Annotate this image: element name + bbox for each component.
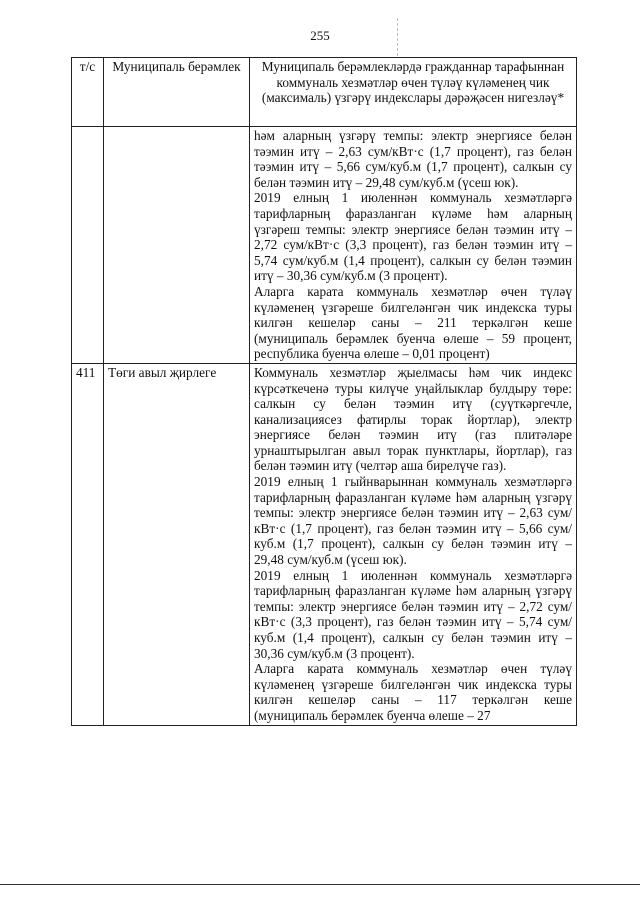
table-row-continued (72, 127, 577, 364)
tariff-table (71, 57, 577, 726)
header-number: т/с (72, 58, 104, 127)
row-number (72, 127, 104, 364)
page-number: 255 (310, 28, 330, 43)
table-header-row (72, 58, 577, 127)
paragraph: Аларга карата коммуналь хезмәтләр өчен түләү күләменең үзгәреше билгеләнгән чик индекска туры килгән кешеләр саны – 117 теркәлгән кеше (муниципаль берәмлек буенча өлеше – 27 (254, 661, 572, 723)
row-municipality (104, 127, 250, 364)
paragraph: 2019 елның 1 июленнән коммуналь хезмәтләргә тарифларның фаразланган күләме һәм аларның үзгәреш темпы: электр энергиясе белән тәэмин итү – 2,72 сум/кВт·с (3,3 процент), газ белән тәэмин итү – 5,74 сум/куб.м (1,4 процент), салкын су белән тәэмин итү – 30,36 сум/куб.м (3 процент). (254, 190, 572, 284)
paragraph: һәм аларның үзгәрү темпы: электр энергиясе белән тәэмин итү – 2,63 сум/кВт·с (1,7 процент), газ белән тәэмин итү – 5,66 сум/куб.м (1,7 процент), салкын су белән тәэмин итү – 29,48 сум/куб.м (үсеш юк). (254, 128, 572, 190)
row-number: 411 (72, 363, 104, 725)
header-justification: Муниципаль берәмлекләрдә гражданнар тарафыннан коммуналь хезмәтләр өчен түләү күләменең чик (максималь) үзгәрү индекслары дәрәҗәсен нигезләү* (250, 58, 577, 127)
table-row-411 (72, 363, 577, 725)
paragraph: 2019 елның 1 июленнән коммуналь хезмәтләргә тарифларның фаразланган күләме һәм аларның үзгәрү темпы: электр энергиясе белән тәэмин итү – 2,72 сум/кВт·с (3,3 процент), газ белән тәэмин итү – 5,74 сум/куб.м (1,4 процент), салкын су белән тәэмин итү – 30,36 сум/куб.м (3 процент). (254, 567, 572, 661)
paragraph: 2019 елның 1 гыйнварыннан коммуналь хезмәтләргә тарифларның фаразланган күләме һәм аларның үзгәрү темпы: электр энергиясе белән тәэмин итү – 2,63 сум/кВт·с (1,7 процент), газ белән тәэмин итү – 5,66 сум/куб.м (1,7 процент), салкын су белән тәэмин итү – 29,48 сум/куб.м (үсеш юк). (254, 474, 572, 568)
bottom-rule (0, 884, 640, 885)
header-municipality: Муниципаль берәмлек (104, 58, 250, 127)
paragraph: Аларга карата коммуналь хезмәтләр өчен түләү күләменең үзгәреше билгеләнгән чик индекска туры килгән кешеләр саны – 211 теркәлгән кеше (муниципаль берәмлек буенча өлеше – 59 процент, республика буенча өлеше – 0,01 процент) (254, 283, 572, 362)
row-justification (250, 127, 577, 364)
row-municipality: Төги авыл җирлеге (104, 363, 250, 725)
paragraph: Коммуналь хезмәтләр җыелмасы һәм чик индекс күрсәткеченә туры килүче уңайлыклар булдыру төре: салкын су белән тәэмин итү (суүткәргечле, канализациясез фатирлы торак йортлар), электр энергиясе белән тәэмин итү (газ плитәләре урнаштырылган авыл торак пунктлары, йортлар), газ белән тәэмин итү (челтәр аша бирелүче газ). (254, 364, 572, 474)
row-justification (250, 363, 577, 725)
